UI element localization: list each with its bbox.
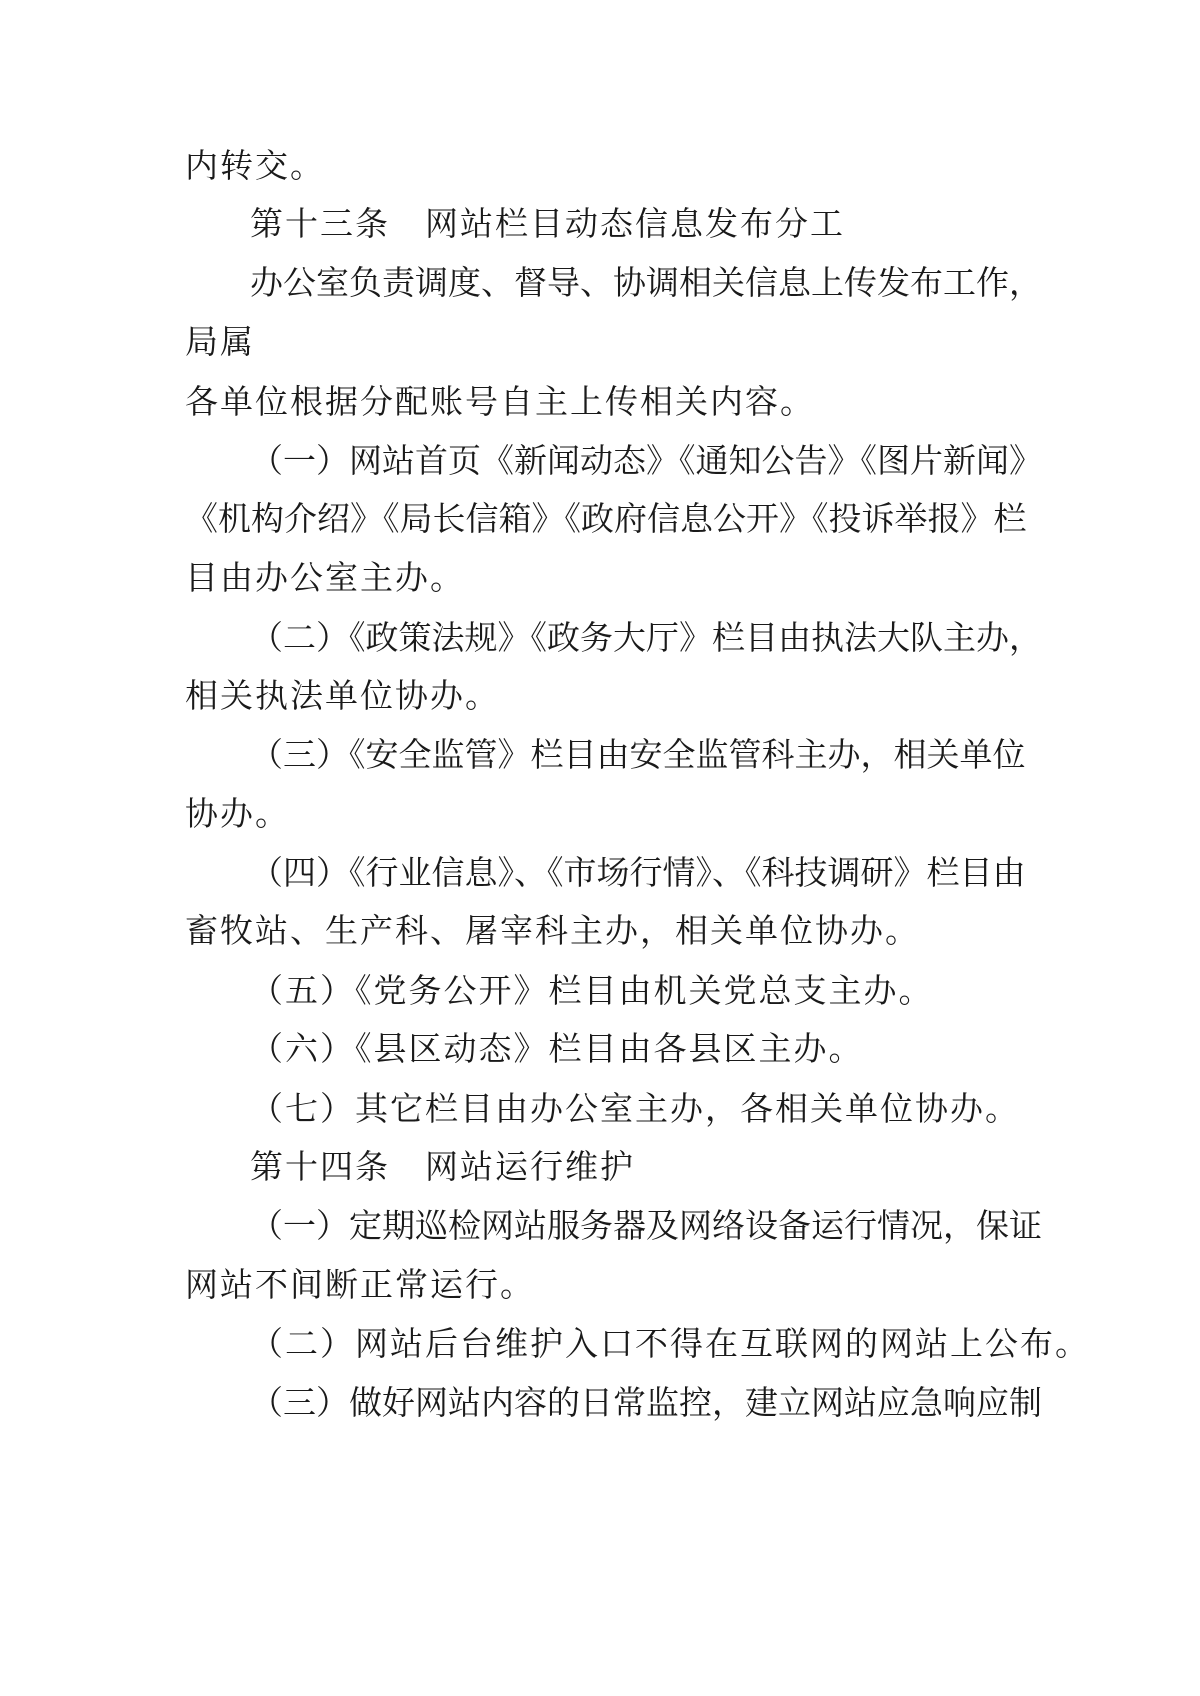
article-heading: 第十四条 网站运行维护 — [250, 1147, 635, 1186]
body-text-line: （一）网站首页《新闻动态》《通知公告》《图片新闻》 — [250, 441, 1042, 480]
body-text-line: 内转交。 — [185, 146, 325, 185]
body-text-line: 目由办公室主办。 — [185, 558, 465, 597]
body-text-line: 局属 — [185, 322, 255, 361]
body-text-line: 网站不间断正常运行。 — [185, 1265, 535, 1304]
body-text-line: 畜牧站、生产科、屠宰科主办，相关单位协办。 — [185, 911, 920, 950]
body-text-line: （二）网站后台维护入口不得在互联网的网站上公布。 — [250, 1324, 1090, 1363]
body-text-line: 办公室负责调度、督导、协调相关信息上传发布工作， — [250, 263, 1042, 302]
body-text-line: （三）做好网站内容的日常监控，建立网站应急响应制 — [250, 1383, 1042, 1422]
body-text-line: （一）定期巡检网站服务器及网络设备运行情况，保证 — [250, 1206, 1042, 1245]
body-text-line: （六）《县区动态》栏目由各县区主办。 — [250, 1029, 864, 1068]
body-text-line: 《机构介绍》《局长信箱》《政府信息公开》《投诉举报》栏 — [185, 499, 1027, 538]
body-text-line: （七）其它栏目由办公室主办，各相关单位协办。 — [250, 1089, 1020, 1128]
article-heading: 第十三条 网站栏目动态信息发布分工 — [250, 204, 845, 243]
body-text-line: 相关执法单位协办。 — [185, 676, 500, 715]
body-text-line: （五）《党务公开》栏目由机关党总支主办。 — [250, 971, 934, 1010]
body-text-line: （二）《政策法规》《政务大厅》栏目由执法大队主办， — [250, 618, 1042, 657]
body-text-line: 各单位根据分配账号自主上传相关内容。 — [185, 382, 815, 421]
body-text-line: （四）《行业信息》、《市场行情》、《科技调研》栏目由 — [250, 853, 1026, 892]
body-text-line: 协办。 — [185, 794, 290, 833]
body-text-line: （三）《安全监管》栏目由安全监管科主办，相关单位 — [250, 735, 1026, 774]
